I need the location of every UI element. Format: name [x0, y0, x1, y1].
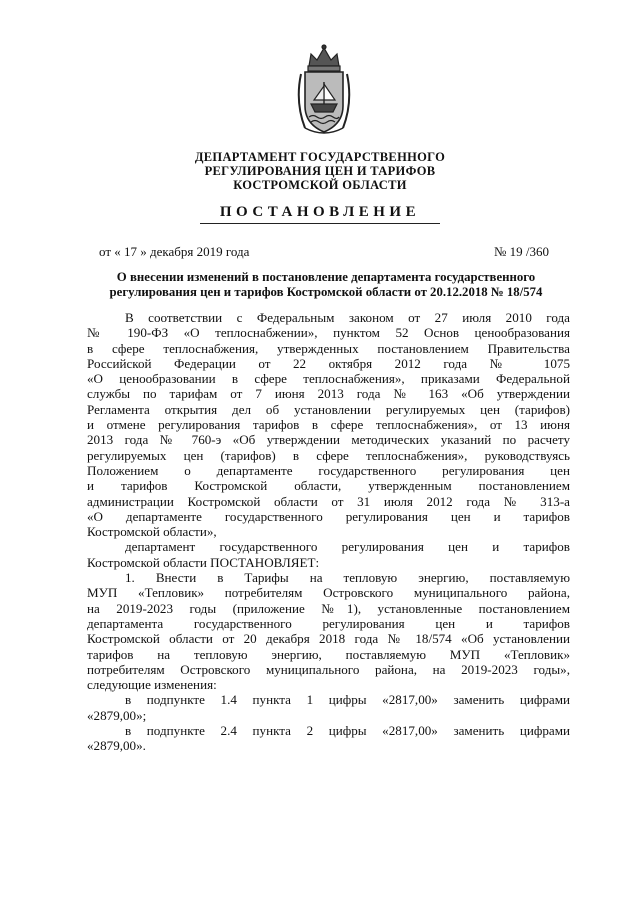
body-line: следующие изменения:: [87, 677, 217, 693]
body-line: Костромской области от 20 декабря 2018 года № 18/574 «Об установлении: [87, 631, 570, 647]
body-line: Положением о департаменте государственного регулирования цен: [87, 462, 570, 478]
body-line: В соответствии с Федеральным законом от 27 июля 2010 года: [125, 310, 570, 325]
org-line: ДЕПАРТАМЕНТ ГОСУДАРСТВЕННОГО: [194, 150, 446, 164]
subject-line: регулирования цен и тарифов Костромской области от 20.12.2018 № 18/574: [109, 285, 543, 299]
org-line: РЕГУЛИРОВАНИЯ ЦЕН И ТАРИФОВ: [204, 164, 436, 178]
body-line: «2879,00»;: [87, 707, 147, 723]
body-line: тарифов на тепловую энергию, поставляемую МУП «Тепловик»: [87, 646, 570, 662]
body-line: 2013 года № 760-э «Об утверждении методических указаний по расчету: [87, 432, 570, 448]
body-line: «О ценообразовании в сфере теплоснабжения», приказами Федеральной: [87, 371, 570, 387]
body-line: департамента государственного регулирования цен и тарифов: [87, 615, 570, 631]
body-line: и тарифов Костромской области, утвержденным постановлением: [87, 478, 570, 494]
body-line: регулируемых цен (тарифов) в сфере теплоснабжения», руководствуясь: [87, 447, 570, 463]
body-line: № 190-ФЗ «О теплоснабжении», пунктом 52 Основ ценообразования: [87, 325, 570, 341]
body-line: и отмене регулирования тарифов в сфере теплоснабжения», от 13 июня: [87, 417, 570, 433]
body-line: потребителям Островского муниципального района, на 2019-2023 годы»,: [87, 661, 570, 677]
document-date: от « 17 » декабря 2019 года: [99, 244, 250, 259]
organization-name: [150, 150, 490, 192]
body-line: «О департаменте государственного регулирования цен и тарифов: [87, 508, 570, 524]
body-line: на 2019-2023 годы (приложение №1), установленные постановлением: [87, 600, 570, 616]
body-line: Костромской области»,: [87, 524, 217, 540]
body-line: «2879,00».: [87, 738, 146, 754]
body-line: Российской Федерации от 22 октября 2012 года № 1075: [87, 355, 570, 371]
body-line: МУП «Тепловик» потребителям Островского муниципального района,: [87, 585, 570, 601]
document-number: № 19 /360: [494, 244, 550, 259]
body-line: в подпункте 2.4 пункта 2 цифры «2817,00» заменить цифрами: [125, 723, 570, 739]
body-line: службы по тарифам от 7 июня 2013 года № 163 «Об утверждении: [87, 386, 570, 402]
document-body: [87, 310, 570, 754]
body-line: 1. Внести в Тарифы на тепловую энергию, поставляемую: [125, 570, 570, 586]
document-type-title: ПОСТАНОВЛЕНИЕ: [219, 204, 421, 220]
body-line: Костромской области ПОСТАНОВЛЯЕТ:: [87, 554, 320, 570]
subject-line: О внесении изменений в постановление департамента государственного: [116, 270, 536, 284]
body-line: в подпункте 1.4 пункта 1 цифры «2817,00» заменить цифрами: [125, 692, 570, 708]
title-underline: [200, 223, 440, 224]
body-line: департамент государственного регулирования цен и тарифов: [125, 539, 570, 555]
body-line: в сфере теплоснабжения, утвержденных постановлением Правительства: [87, 340, 570, 356]
document-subject: [86, 270, 566, 300]
org-line: КОСТРОМСКОЙ ОБЛАСТИ: [233, 178, 407, 192]
body-line: администрации Костромской области от 31 июля 2012 года № 313-а: [87, 493, 570, 509]
body-line: Регламента открытия дел об установлении регулируемых цен (тарифов): [87, 401, 570, 417]
coat-of-arms-emblem: [291, 44, 357, 140]
